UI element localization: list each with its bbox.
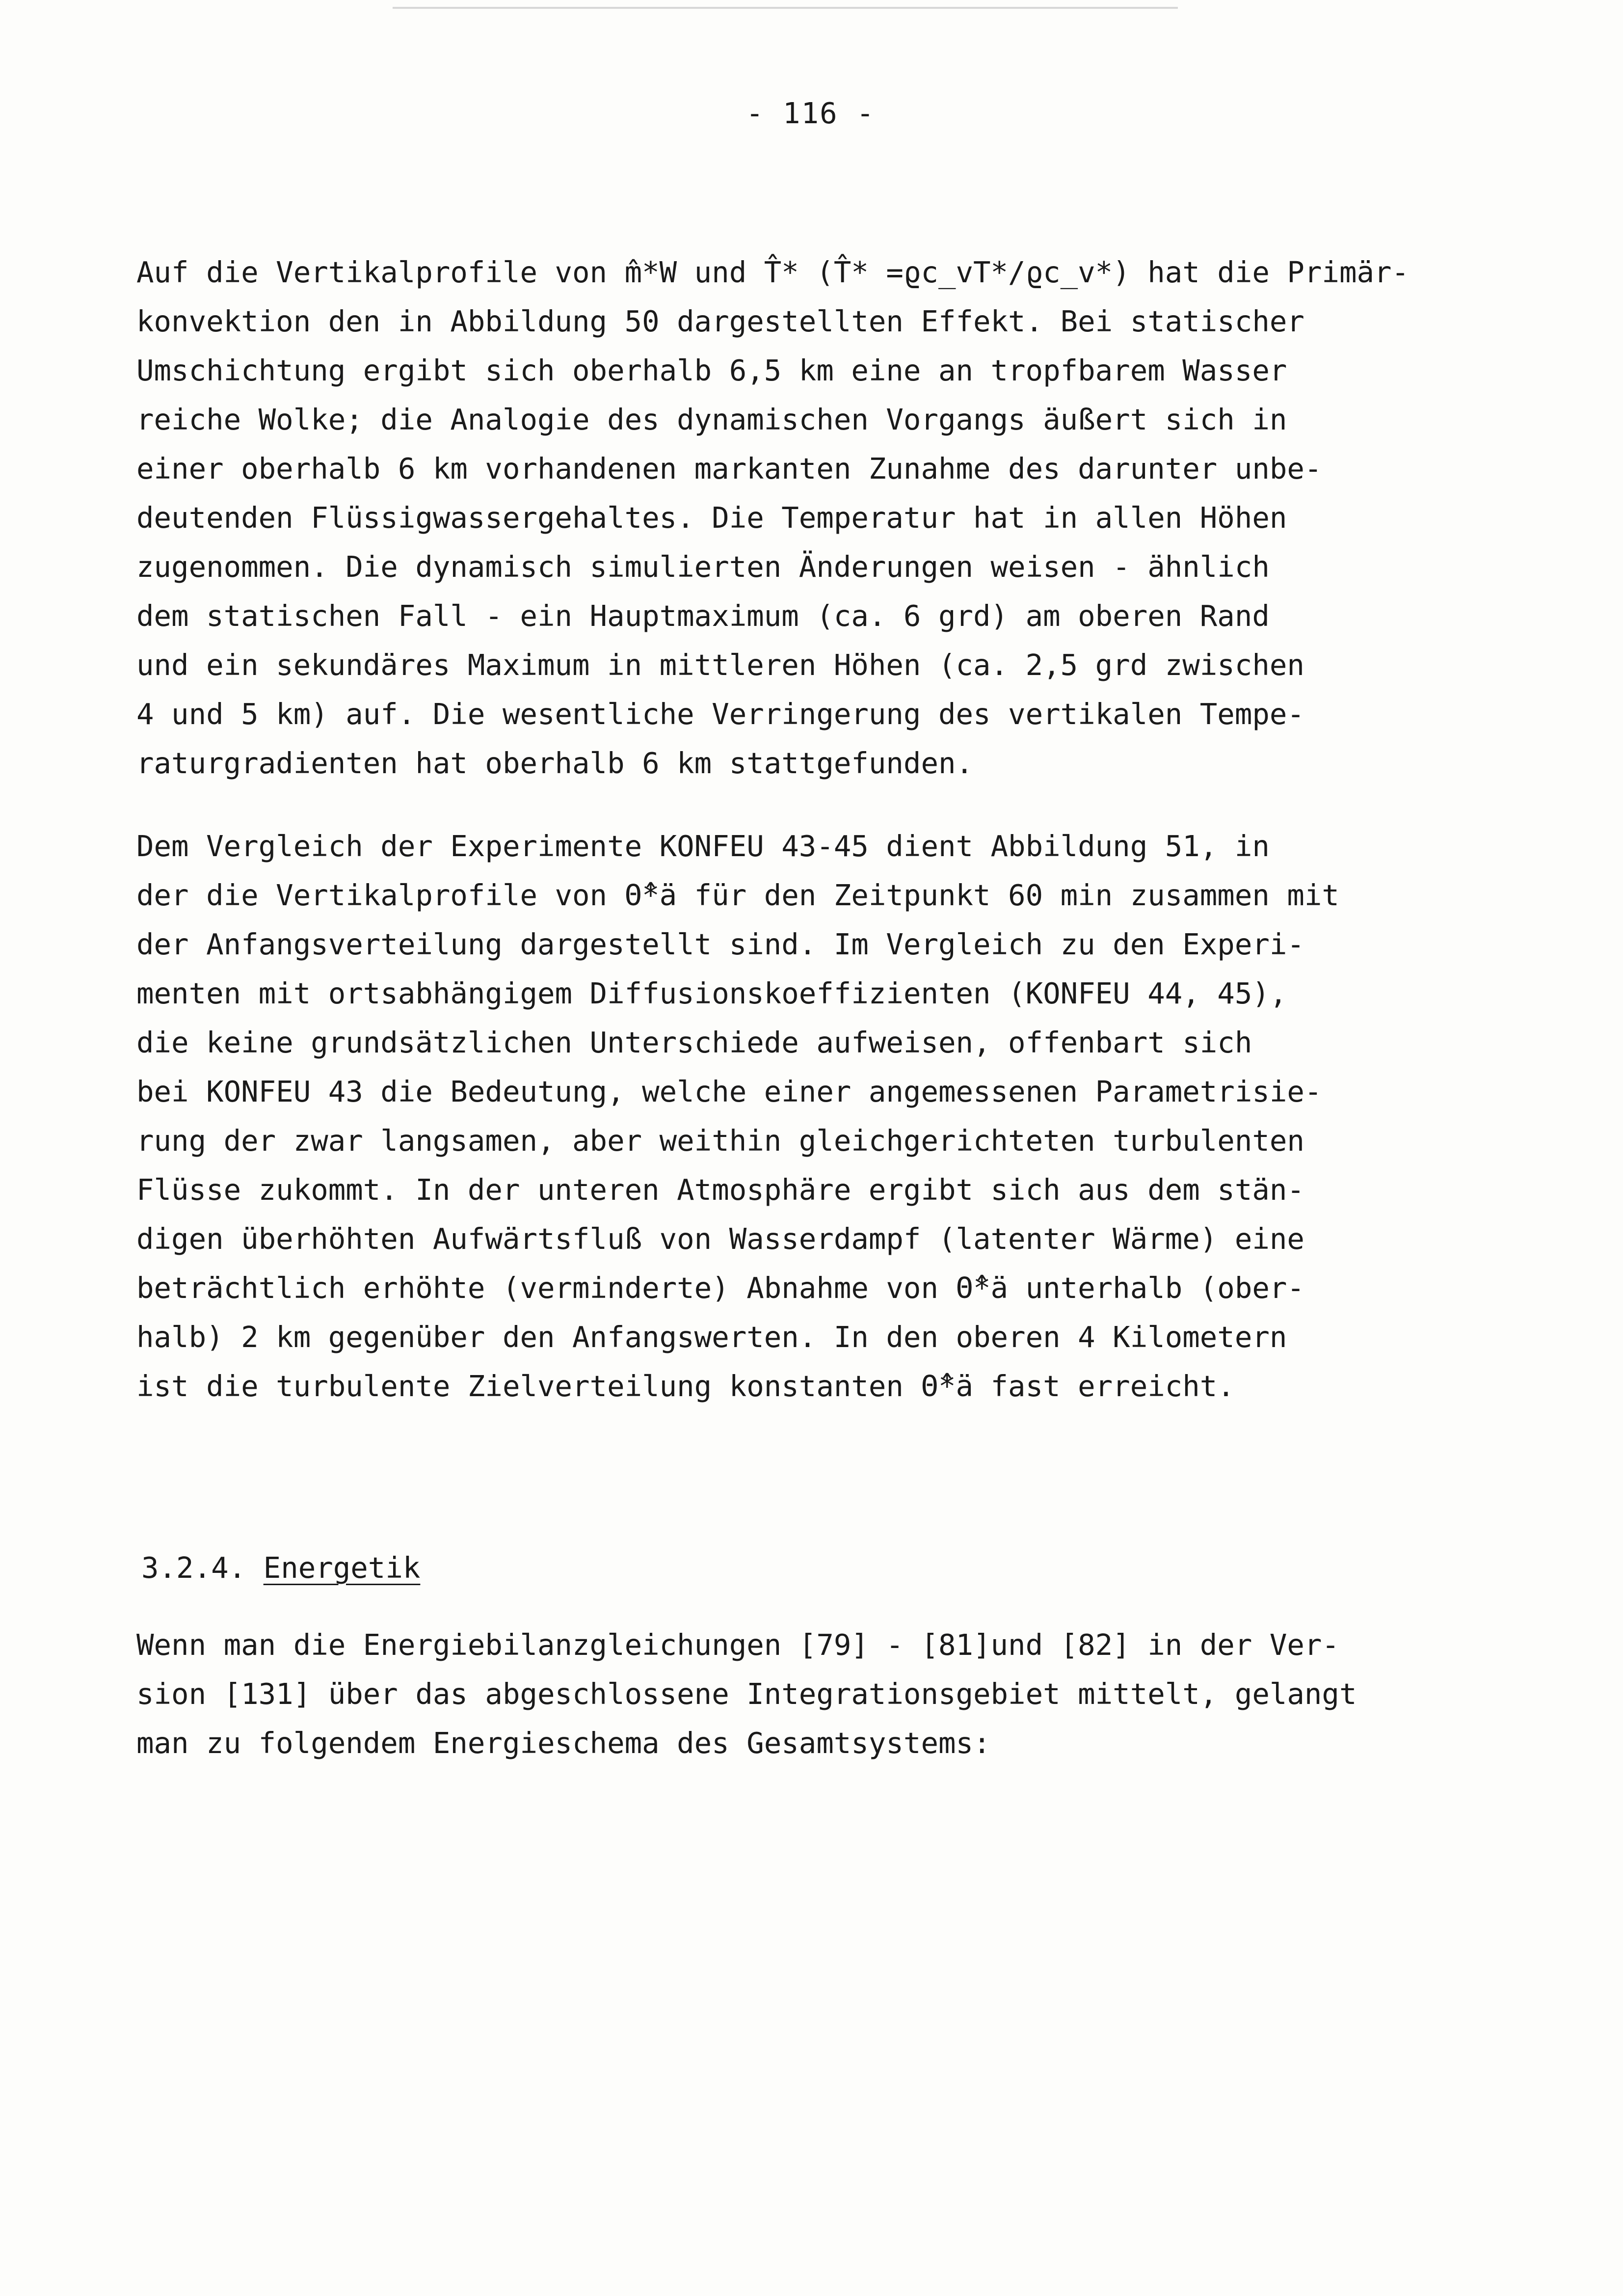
text-line: die keine grundsätzlichen Unterschiede aufweisen, offenbart sich — [136, 1026, 1252, 1059]
paragraph-experimente-vergleich — [136, 822, 1530, 1411]
section-number: 3.2.4. — [141, 1551, 246, 1585]
text-line: konvektion den in Abbildung 50 dargestellten Effekt. Bei statischer — [136, 304, 1304, 338]
text-line: menten mit ortsabhängigem Diffusionskoeffizienten (KONFEU 44, 45), — [136, 976, 1287, 1010]
text-line: rung der zwar langsamen, aber weithin gleichgerichteten turbulenten — [136, 1124, 1304, 1158]
text-line: zugenommen. Die dynamisch simulierten Änderungen weisen - ähnlich — [136, 550, 1270, 584]
text-line: digen überhöhten Aufwärtsfluß von Wasserdampf (latenter Wärme) eine — [136, 1222, 1304, 1256]
text-line: der die Vertikalprofile von Θ̂*ä für den Zeitpunkt 60 min zusammen mit — [136, 878, 1339, 912]
text-line: dem statischen Fall - ein Hauptmaximum (ca. 6 grd) am oberen Rand — [136, 599, 1270, 633]
page-number: - 116 - — [746, 96, 875, 130]
text-line: Flüsse zukommt. In der unteren Atmosphäre ergibt sich aus dem stän- — [136, 1173, 1304, 1207]
text-line: 4 und 5 km) auf. Die wesentliche Verringerung des vertikalen Tempe- — [136, 697, 1304, 731]
text-line: man zu folgendem Energieschema des Gesamtsystems: — [136, 1726, 991, 1760]
paragraph-vertikalprofile — [136, 248, 1530, 788]
text-line: reiche Wolke; die Analogie des dynamischen Vorgangs äußert sich in — [136, 403, 1287, 436]
text-line: Dem Vergleich der Experimente KONFEU 43-45 dient Abbildung 51, in — [136, 829, 1270, 863]
text-line: Wenn man die Energiebilanzgleichungen [79] - [81]und [82] in der Ver- — [136, 1628, 1339, 1662]
text-line: raturgradienten hat oberhalb 6 km stattgefunden. — [136, 746, 974, 780]
text-line: und ein sekundäres Maximum in mittleren Höhen (ca. 2,5 grd zwischen — [136, 648, 1304, 682]
text-line: bei KONFEU 43 die Bedeutung, welche einer angemessenen Parametrisie- — [136, 1075, 1322, 1108]
scan-artifact-line — [393, 7, 1178, 9]
text-line: halb) 2 km gegenüber den Anfangswerten. In den oberen 4 Kilometern — [136, 1320, 1287, 1354]
text-line: sion [131] über das abgeschlossene Integrationsgebiet mittelt, gelangt — [136, 1677, 1357, 1711]
section-title: Energetik — [263, 1551, 421, 1585]
text-line: Auf die Vertikalprofile von m̂*W und T̂* (T̂* =ϱc_vT*/ϱc_v*) hat die Primär- — [136, 255, 1410, 289]
text-line: deutenden Flüssigwassergehaltes. Die Temperatur hat in allen Höhen — [136, 501, 1287, 535]
text-line: beträchtlich erhöhte (verminderte) Abnahme von Θ̂*ä unterhalb (ober- — [136, 1271, 1304, 1305]
section-heading — [141, 1543, 420, 1593]
text-line: der Anfangsverteilung dargestellt sind. Im Vergleich zu den Experi- — [136, 927, 1304, 961]
text-line: ist die turbulente Zielverteilung konstanten Θ̂*ä fast erreicht. — [136, 1369, 1235, 1403]
text-line: einer oberhalb 6 km vorhandenen markanten Zunahme des darunter unbe- — [136, 452, 1322, 486]
text-line: Umschichtung ergibt sich oberhalb 6,5 km eine an tropfbarem Wasser — [136, 353, 1287, 387]
paragraph-energiebilanz — [136, 1621, 1530, 1768]
